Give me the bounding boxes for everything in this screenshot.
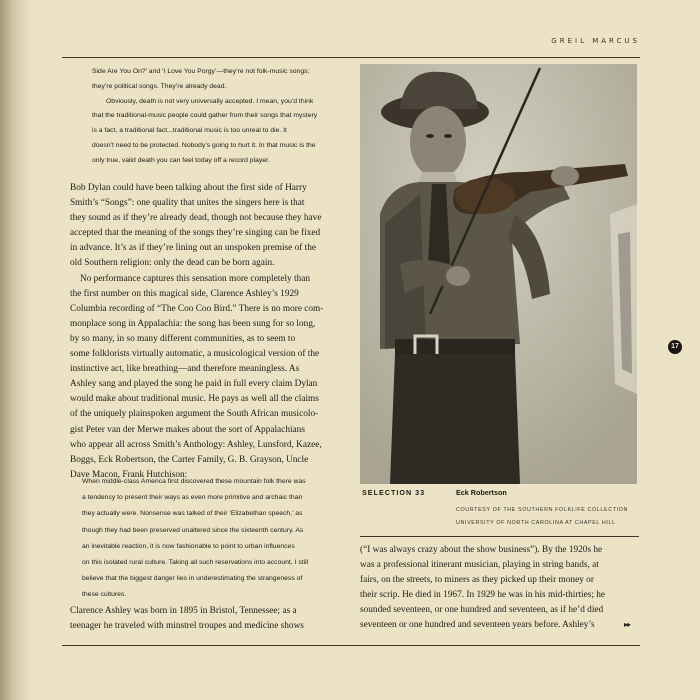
body-text-main [70, 181, 350, 483]
eck-robertson-photo [360, 64, 637, 484]
body-line: Clarence Ashley was born in 1895 in Bristol, Tennessee; as a [70, 606, 297, 616]
body-line: Boggs, Eck Robertson, the Carter Family, G. B. Grayson, Uncle [70, 454, 309, 465]
body-line: the first number on this magical side, Clarence Ashley’s 1929 [70, 288, 299, 299]
quote-line: an inevitable reaction, it is now fashionable to point to urban influences [82, 542, 295, 550]
header-rule [62, 57, 640, 58]
quote-line: they actually were. Nonsense was talked of their ‘Elizabethan speech,’ as [82, 510, 303, 518]
quote-line: Obviously, death is not very universally accepted. I mean, you’d think [106, 97, 314, 105]
body-line: some folklorists virtually automatic, a musicological version of the [70, 349, 320, 360]
body-line: sounded seventeen, or one hundred and seventeen, as if he’d died [360, 605, 604, 616]
footer-rule [62, 645, 640, 646]
quote-line: When middle-class America first discovered these mountain folk there was [82, 478, 306, 485]
body-line: would make about traditional music. He pays as well all the claims [70, 394, 319, 405]
body-line: Columbia recording of “The Coo Coo Bird.” There is no more com- [70, 303, 324, 314]
quote-line: only true, valid death you can feel today off a record player. [92, 156, 270, 164]
van-der-merwe-quote [82, 474, 354, 604]
quote-line: on this isolated rural culture. Taking all such reservations into account, I still [82, 559, 309, 567]
body-line: their scrip. He died in 1967. In 1929 he was in his mid-thirties; he [360, 590, 606, 601]
body-line: instinctive act, like breathing—and therefore meaningless. As [70, 364, 300, 375]
quote-line: Side Are You On?’ and ‘I Love You Porgy’—they’re not folk-music songs; [92, 68, 310, 75]
quote-line: though they had been preserved unaltered since the sixteenth century. As [82, 526, 304, 534]
body-line: (“I was always crazy about the show business”). By the 1920s he [360, 545, 603, 555]
body-line: by so many, in so many different communities, as to seem to [70, 333, 296, 344]
quote-line: is a fact, a traditional fact...traditional music is too unreal to die. It [92, 127, 287, 135]
body-line: monplace song in Appalachia: the song has been sung for so long, [70, 318, 316, 329]
quote-line: that the traditional-music people could gather from their songs that mystery [92, 112, 318, 120]
page-number-badge: 17 [668, 340, 682, 354]
body-line: Bob Dylan could have been talking about the first side of Harry [70, 183, 307, 193]
body-line: Dave Macon, Frank Hutchison: [70, 469, 188, 480]
photo-credit-line: COURTESY OF THE SOUTHERN FOLKLIFE COLLECTION [456, 507, 628, 513]
body-line: teenager he traveled with minstrel troupes and medicine shows [70, 621, 304, 632]
body-line: seventeen or one hundred and seventeen years before. Ashley’s [360, 620, 595, 631]
running-header: GREIL MARCUS [551, 37, 640, 45]
body-text-right-column [360, 543, 645, 634]
fiddler-photo-illustration [360, 64, 637, 484]
quote-line: they’re political songs. They’re already dead. [92, 82, 227, 90]
body-text-ashley [70, 604, 352, 634]
body-line: No performance captures this sensation more completely than [80, 273, 311, 284]
body-line: Smith’s “Songs”: one quality that unites the singers here is that [70, 198, 305, 209]
continue-arrow-icon: ▸▸ [624, 620, 631, 629]
body-line: in advance. It’s as if they’re lining out an unspoken premise of the [70, 243, 317, 254]
photo-subject-name: Eck Robertson [456, 488, 507, 497]
body-line: Ashley sang and played the song he paid in full every claim Dylan [70, 379, 318, 390]
body-line: of the uniquely plainspoken argument the South African musicolo- [70, 409, 319, 420]
dylan-quote [92, 65, 367, 169]
body-line: gist Peter van der Merwe makes about the sort of Appalachians [70, 424, 305, 435]
quote-line: a tendency to present their ways as even more primitive and archaic than [82, 494, 303, 502]
body-line: who appear all across Smith’s Anthology: Ashley, Lunsford, Kazee, [70, 439, 322, 450]
quote-line: doesn’t need to be protected. Nobody’s going to hurt it. In that music is the [92, 141, 316, 149]
body-line: they sound as if they’re already dead, though not because they have [70, 213, 322, 224]
quote-line: these cultures. [82, 591, 127, 599]
body-line: old Southern religion: only the dead can be born again. [70, 258, 275, 269]
body-line: was a professional itinerant musician, playing in string bands, at [360, 560, 599, 571]
photo-credit-line: UNIVERSITY OF NORTH CAROLINA AT CHAPEL HILL [456, 520, 616, 526]
selection-label: SELECTION 33 [362, 488, 426, 497]
quote-line: believe that the biggest danger lies in underestimating the strangeness of [82, 575, 303, 583]
body-line: accepted that the meaning of the songs they’re singing can be fixed [70, 228, 321, 239]
caption-rule [360, 536, 639, 537]
body-line: fairs, on the streets, to miners as they picked up their money or [360, 575, 594, 586]
